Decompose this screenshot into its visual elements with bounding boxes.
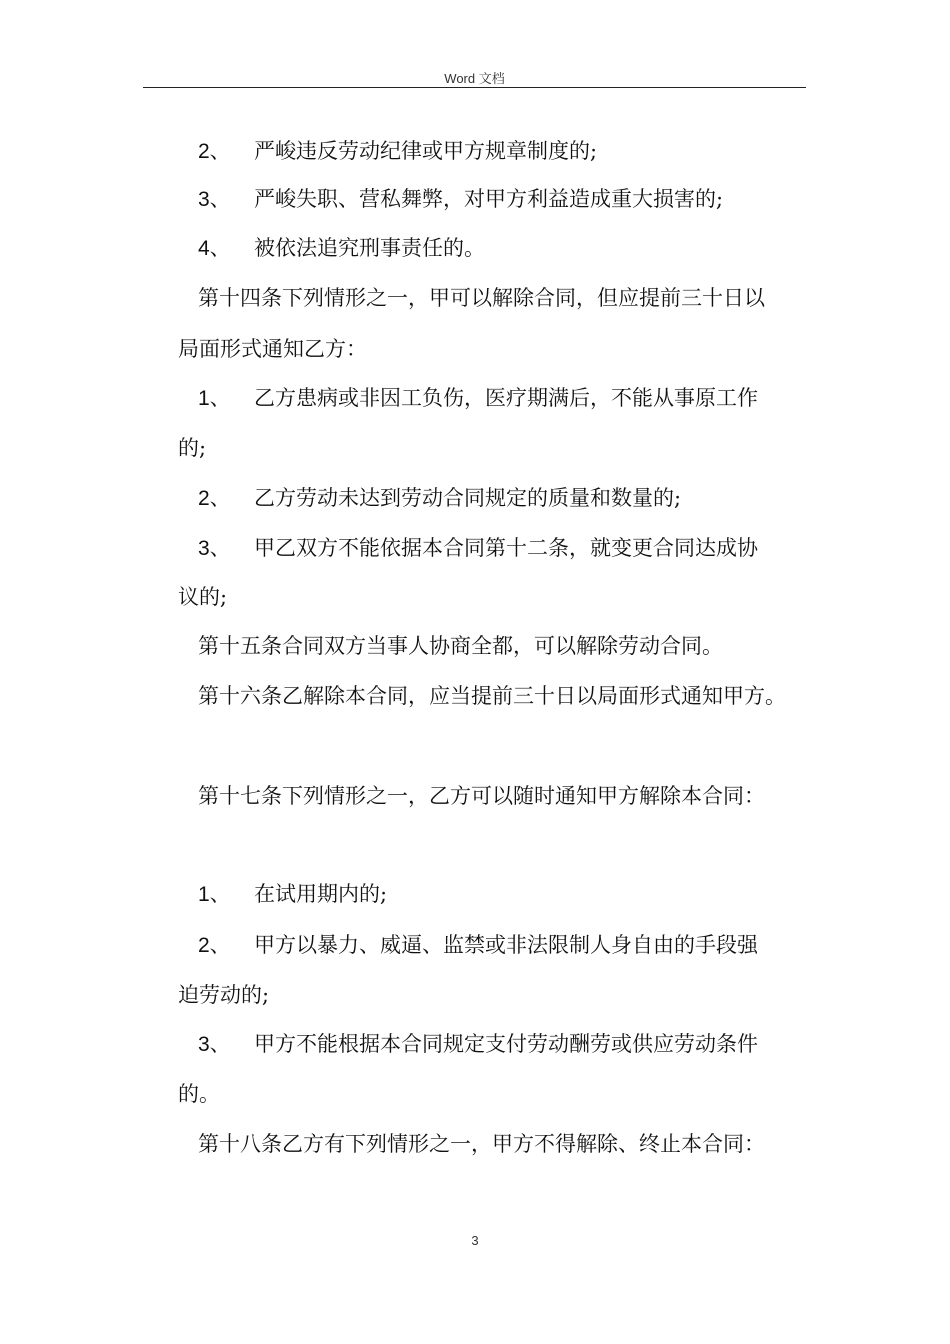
- article-14-continued: 局面形式通知乙方：: [178, 337, 367, 361]
- article-15: 第十五条合同双方当事人协商全都，可以解除劳动合同。: [198, 634, 723, 658]
- list-item-continued: 的。: [178, 1082, 220, 1106]
- article-16: 第十六条乙解除本合同，应当提前三十日以局面形式通知甲方。: [198, 684, 786, 708]
- list-item-text: 甲乙双方不能依据本合同第十二条，就变更合同达成协: [254, 536, 758, 560]
- list-item-text: 在试用期内的;: [254, 882, 388, 906]
- list-item-continued: 议的;: [178, 585, 228, 609]
- list-number: 4、: [198, 237, 231, 260]
- article-17: 第十七条下列情形之一，乙方可以随时通知甲方解除本合同：: [198, 784, 765, 808]
- article-14: 第十四条下列情形之一，甲可以解除合同，但应提前三十日以: [198, 286, 765, 310]
- list-number: 1、: [198, 883, 231, 906]
- list-number: 3、: [198, 188, 231, 211]
- list-item-text: 乙方劳动未达到劳动合同规定的质量和数量的;: [254, 486, 682, 510]
- list-number: 2、: [198, 140, 231, 163]
- list-item-continued: 迫劳动的;: [178, 983, 270, 1007]
- article-18: 第十八条乙方有下列情形之一，甲方不得解除、终止本合同：: [198, 1132, 765, 1156]
- list-item-text: 严峻违反劳动纪律或甲方规章制度的;: [254, 139, 598, 163]
- list-number: 2、: [198, 487, 231, 510]
- page-header: Word 文档: [444, 71, 505, 86]
- page-number: 3: [471, 1233, 479, 1248]
- list-item-text: 被依法追究刑事责任的。: [254, 236, 485, 260]
- list-item-text: 甲方不能根据本合同规定支付劳动酬劳或供应劳动条件: [254, 1032, 758, 1056]
- list-item-text: 严峻失职、营私舞弊，对甲方利益造成重大损害的;: [254, 187, 724, 211]
- list-number: 3、: [198, 537, 231, 560]
- list-number: 2、: [198, 934, 231, 957]
- list-number: 1、: [198, 387, 231, 410]
- header-divider: [143, 87, 806, 88]
- list-number: 3、: [198, 1033, 231, 1056]
- list-item-text: 乙方患病或非因工负伤，医疗期满后，不能从事原工作: [254, 386, 758, 410]
- list-item-text: 甲方以暴力、威逼、监禁或非法限制人身自由的手段强: [254, 933, 758, 957]
- list-item-continued: 的;: [178, 436, 207, 460]
